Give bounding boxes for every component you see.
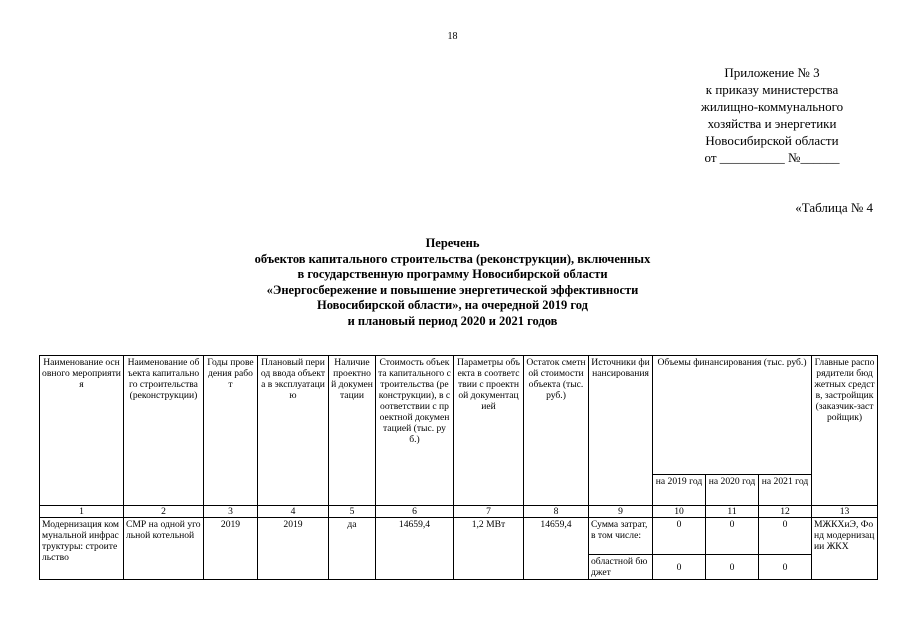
column-number: 6	[376, 506, 454, 518]
cell-remaining-cost: 14659,4	[524, 518, 589, 580]
title-line: в государственную программу Новосибирской области	[297, 267, 608, 281]
column-number: 13	[812, 506, 878, 518]
header-design-docs: Наличие проектной документации	[329, 356, 376, 506]
cell-volume-2020: 0	[706, 555, 759, 580]
cell-main-activity: Модернизация коммунальной инфраструктуры: строительство	[40, 518, 124, 580]
cell-volume-2020: 0	[706, 518, 759, 555]
objects-table	[39, 355, 878, 580]
table-row	[40, 518, 878, 555]
table-label: «Таблица № 4	[795, 200, 873, 215]
title-line: Новосибирской области», на очередной 2019 год	[317, 298, 588, 312]
column-number: 12	[759, 506, 812, 518]
header-object-name: Наименование объекта капитального строительства (реконструкции)	[124, 356, 204, 506]
cell-volume-2019: 0	[653, 518, 706, 555]
column-number: 8	[524, 506, 589, 518]
column-number: 2	[124, 506, 204, 518]
header-year-2019: на 2019 год	[653, 475, 706, 506]
header-main-activity: Наименование основного мероприятия	[40, 356, 124, 506]
header-funding-volumes: Объемы финансирования (тыс. руб.)	[653, 356, 812, 475]
cell-volume-2021: 0	[759, 555, 812, 580]
column-number: 7	[454, 506, 524, 518]
cell-volume-2021: 0	[759, 518, 812, 555]
cell-commissioning-period: 2019	[258, 518, 329, 580]
column-number: 9	[589, 506, 653, 518]
cell-funding-source: областной бюджет	[589, 555, 653, 580]
cell-object-params: 1,2 МВт	[454, 518, 524, 580]
header-year-2021: на 2021 год	[759, 475, 812, 506]
column-numbers-row	[40, 506, 878, 518]
title-line: «Энергосбережение и повышение энергетической эффективности	[266, 282, 639, 297]
column-number: 1	[40, 506, 124, 518]
cell-work-years: 2019	[204, 518, 258, 580]
cell-budget-managers: МЖКХиЭ, Фонд модернизации ЖКХ	[812, 518, 878, 580]
header-funding-sources: Источники финансирования	[589, 356, 653, 506]
column-number: 11	[706, 506, 759, 518]
cell-design-docs: да	[329, 518, 376, 580]
header-year-2020: на 2020 год	[706, 475, 759, 506]
title-line: Перечень	[425, 236, 480, 250]
header-budget-managers: Главные распорядители бюджетных средств, застройщик (заказчик-застройщик)	[812, 356, 878, 506]
column-number: 5	[329, 506, 376, 518]
cell-object-cost: 14659,4	[376, 518, 454, 580]
cell-object-name: СМР на одной угольной котельной	[124, 518, 204, 580]
header-row	[40, 356, 878, 475]
header-work-years: Годы проведения работ	[204, 356, 258, 506]
column-number: 10	[653, 506, 706, 518]
column-number: 4	[258, 506, 329, 518]
document-title	[0, 236, 905, 329]
title-line: и плановый период 2020 и 2021 годов	[347, 313, 558, 328]
cell-volume-2019: 0	[653, 555, 706, 580]
header-remaining-cost: Остаток сметной стоимости объекта (тыс. руб.)	[524, 356, 589, 506]
appendix-line: жилищно-коммунального	[700, 99, 844, 114]
appendix-line: к приказу министерства	[705, 82, 839, 97]
appendix-block	[672, 64, 872, 166]
column-number: 3	[204, 506, 258, 518]
page-number: 18	[447, 31, 458, 42]
header-object-cost: Стоимость объекта капитального строительства (реконструкции), в соответствии с проектной документацией (тыс. руб.)	[376, 356, 454, 506]
header-object-params: Параметры объекта в соответствии с проектной документацией	[454, 356, 524, 506]
title-line: объектов капитального строительства (реконструкции), включенных	[254, 251, 651, 266]
header-commissioning-period: Плановый период ввода объекта в эксплуатацию	[258, 356, 329, 506]
appendix-line: Новосибирской области	[705, 133, 839, 148]
cell-funding-source: Сумма затрат, в том числе:	[589, 518, 653, 555]
appendix-line: Приложение № 3	[724, 65, 820, 80]
appendix-line: от __________ №______	[704, 150, 840, 165]
appendix-line: хозяйства и энергетики	[707, 116, 837, 131]
